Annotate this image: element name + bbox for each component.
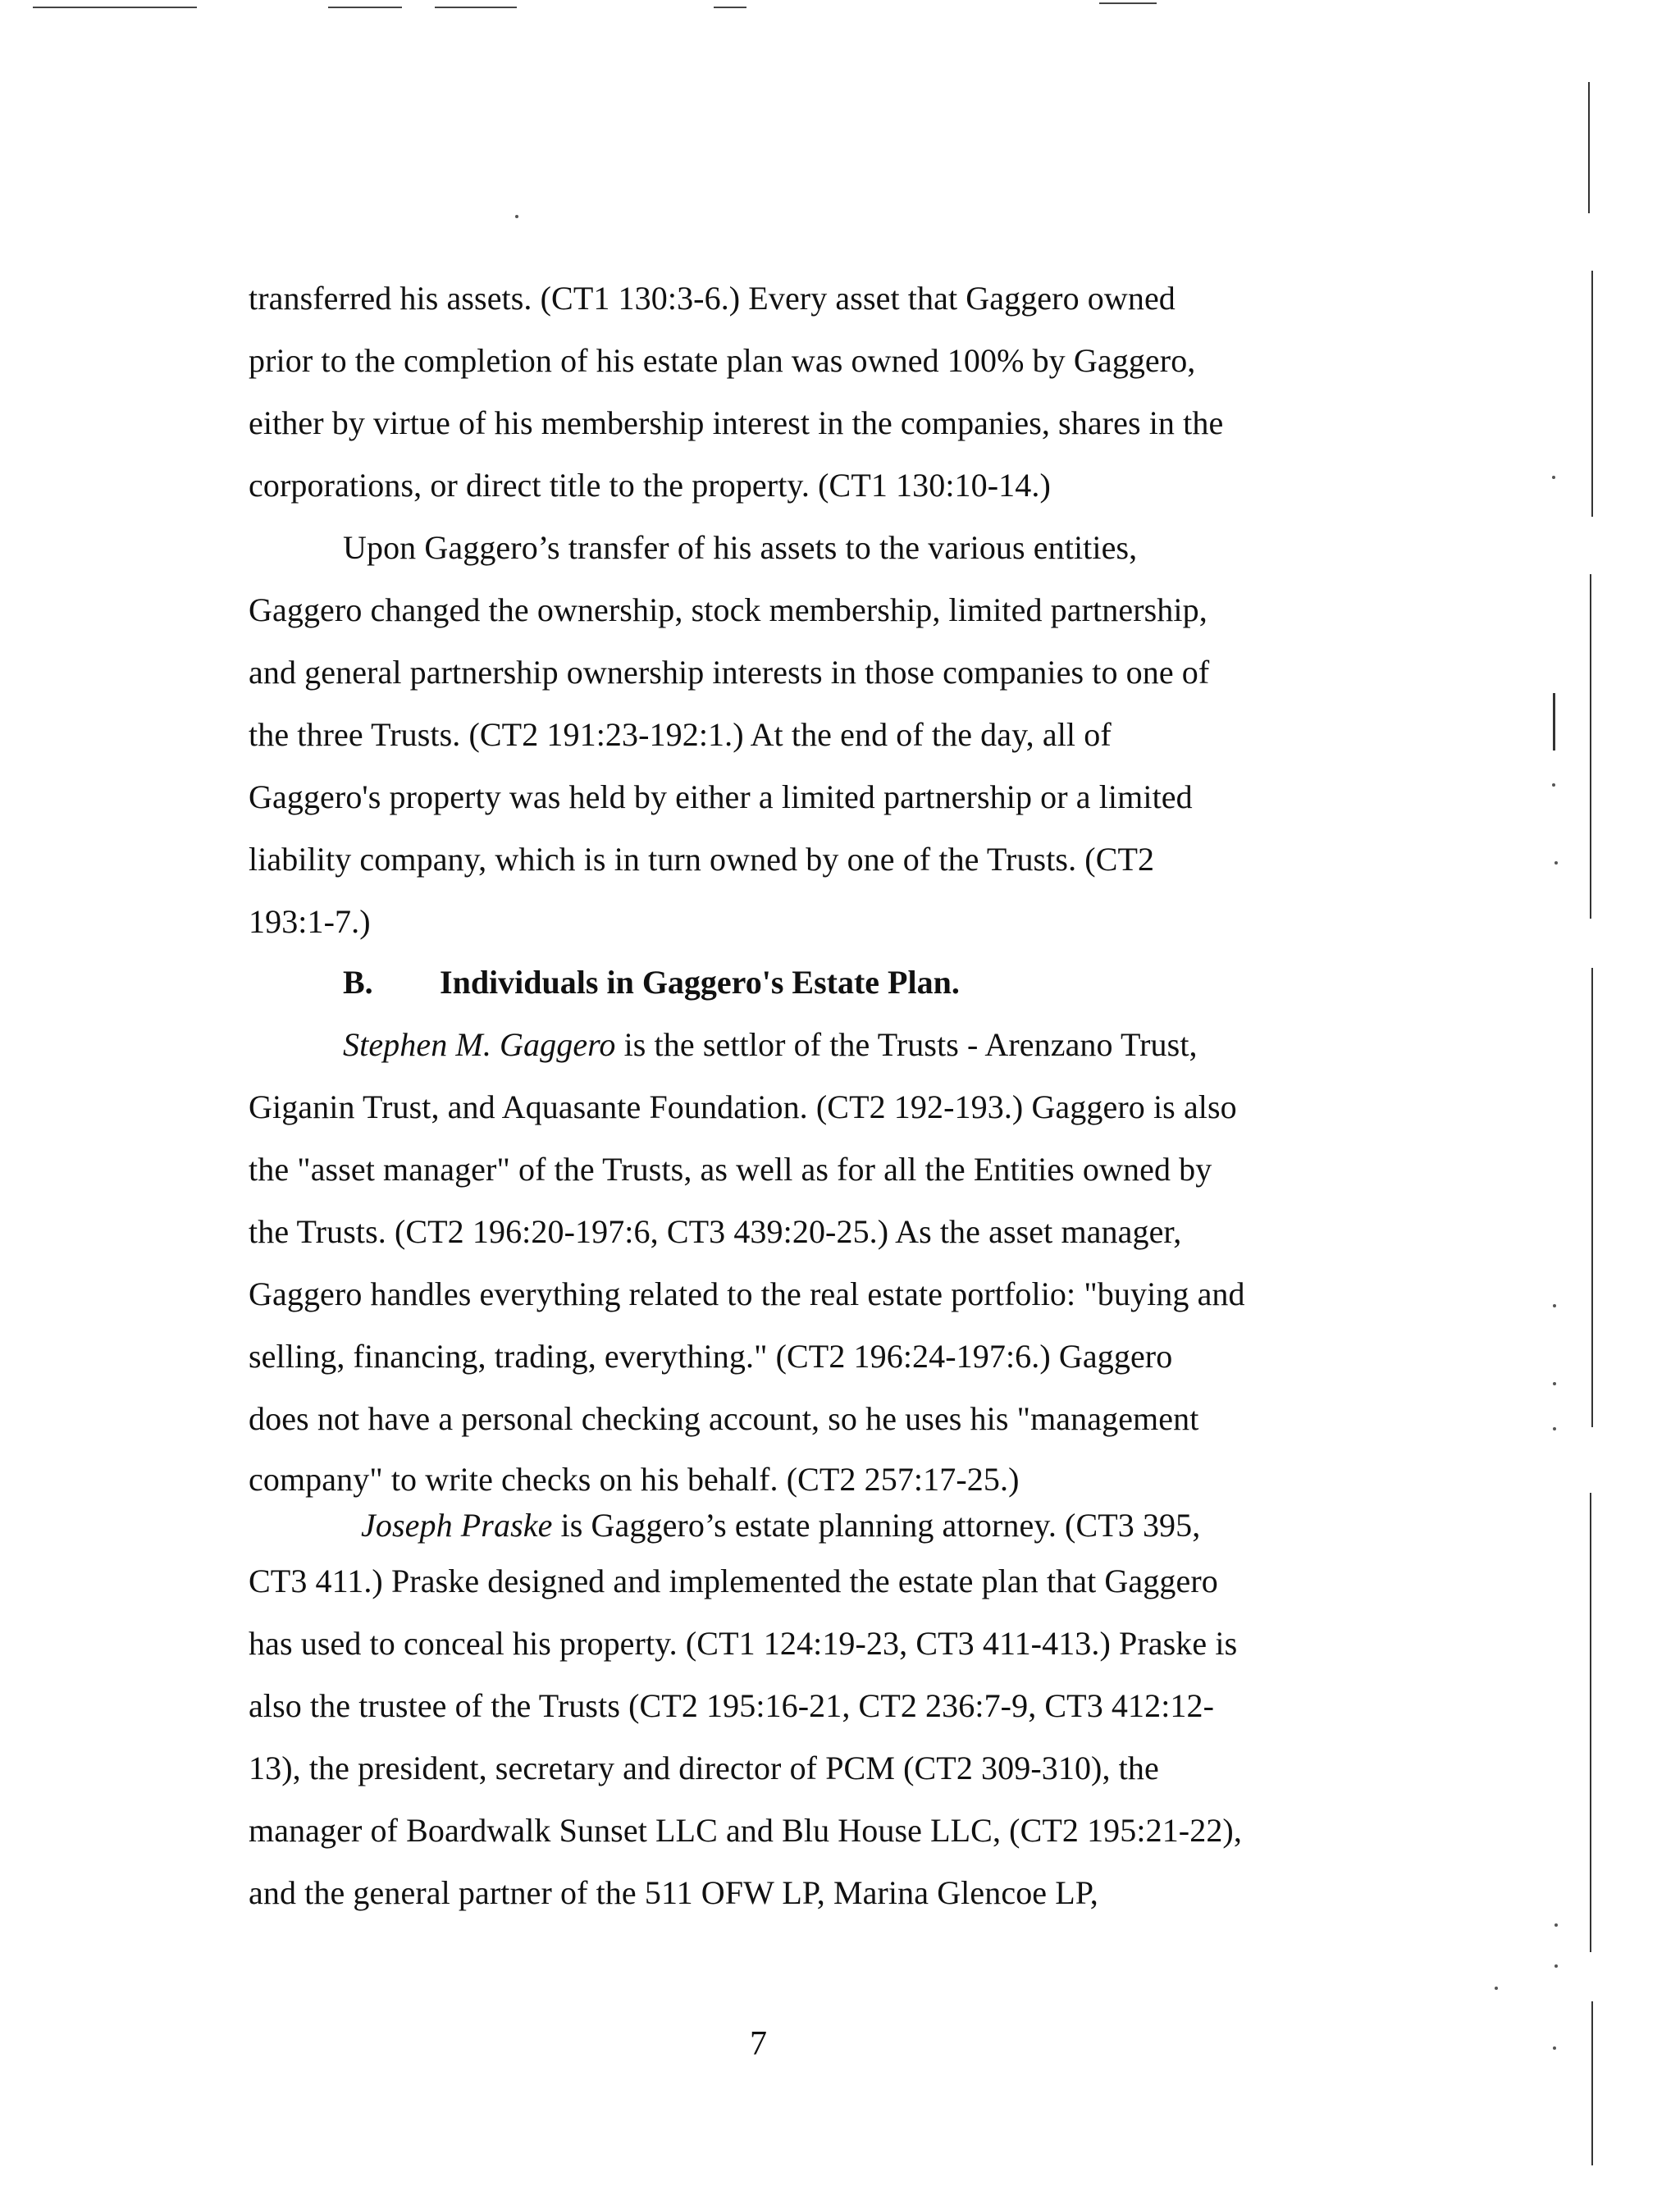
scan-artifact-right (1591, 968, 1593, 1427)
body-text-line: liability company, which is in turn owned by one of the Trusts. (CT2 (249, 841, 1155, 878)
scan-artifact-dot (1495, 1987, 1498, 1990)
body-text-line: also the trustee of the Trusts (CT2 195:16-21, CT2 236:7-9, CT3 412:12- (249, 1687, 1215, 1724)
scan-artifact-dot (1552, 783, 1555, 787)
body-text-line: either by virtue of his membership interest in the companies, shares in the (249, 404, 1224, 441)
scan-artifact-dot (1552, 476, 1555, 479)
scan-artifact-dot (515, 215, 518, 218)
body-text-line (361, 1506, 1200, 1545)
scan-artifact-dot (1553, 1427, 1556, 1430)
body-text-line: the "asset manager" of the Trusts, as well as for all the Entities owned by (249, 1151, 1212, 1188)
section-heading-letter: B. (343, 964, 373, 1001)
body-text-line: the Trusts. (CT2 196:20-197:6, CT3 439:20-25.) As the asset manager, (249, 1213, 1182, 1250)
scan-artifact-top (435, 7, 517, 8)
scan-artifact-right (1591, 2001, 1593, 2165)
section-heading-title: Individuals in Gaggero's Estate Plan. (440, 964, 960, 1001)
scan-artifact-mark (1553, 693, 1555, 751)
scan-artifact-dot (1553, 1304, 1556, 1307)
body-text-line: manager of Boardwalk Sunset LLC and Blu House LLC, (CT2 195:21-22), (249, 1812, 1242, 1849)
body-text-line: Gaggero changed the ownership, stock membership, limited partnership, (249, 591, 1208, 628)
body-text-line: selling, financing, trading, everything." (CT2 196:24-197:6.) Gaggero (249, 1338, 1173, 1375)
body-text-line: Gaggero handles everything related to the real estate portfolio: "buying and (249, 1275, 1245, 1312)
page-number: 7 (750, 2025, 767, 2063)
person-name: Joseph Praske (361, 1507, 553, 1544)
body-text-line: 13), the president, secretary and director of PCM (CT2 309-310), the (249, 1750, 1159, 1786)
scan-artifact-dot (1554, 1923, 1558, 1927)
scan-artifact-dot (1554, 861, 1558, 865)
scan-artifact-dot (1554, 1964, 1558, 1968)
scan-artifact-dot (1553, 2046, 1556, 2050)
scan-artifact-right (1588, 82, 1590, 213)
scan-artifact-top (328, 7, 402, 8)
scan-artifact-right (1590, 574, 1591, 919)
body-text-line: company" to write checks on his behalf. (CT2 257:17-25.) (249, 1461, 1020, 1498)
body-text-line: and the general partner of the 511 OFW LP, Marina Glencoe LP, (249, 1874, 1098, 1911)
body-text-line: corporations, or direct title to the property. (CT1 130:10-14.) (249, 467, 1051, 504)
body-text-line: the three Trusts. (CT2 191:23-192:1.) At the end of the day, all of (249, 716, 1112, 753)
scan-artifact-dot (1553, 1382, 1556, 1385)
scan-artifact-top (33, 7, 197, 8)
scan-artifact-right (1591, 271, 1593, 517)
body-text-line: transferred his assets. (CT1 130:3-6.) Every asset that Gaggero owned (249, 280, 1176, 317)
body-text-line: Giganin Trust, and Aquasante Foundation. (CT2 192-193.) Gaggero is also (249, 1088, 1237, 1125)
person-name: Stephen M. Gaggero (343, 1026, 616, 1063)
body-text-line: does not have a personal checking account, so he uses his "management (249, 1400, 1199, 1437)
body-text-line: and general partnership ownership interests in those companies to one of (249, 654, 1210, 691)
body-text-line: prior to the completion of his estate plan was owned 100% by Gaggero, (249, 342, 1196, 379)
body-text-line (343, 1025, 1198, 1065)
scan-artifact-top (714, 7, 746, 8)
body-text-line: Gaggero's property was held by either a limited partnership or a limited (249, 778, 1193, 815)
scan-artifact-right (1590, 1493, 1591, 1952)
body-text-span: is the settlor of the Trusts - Arenzano Trust, (615, 1026, 1198, 1063)
body-text-line: Upon Gaggero’s transfer of his assets to the various entities, (343, 529, 1138, 566)
body-text-span: is Gaggero’s estate planning attorney. (CT3 395, (552, 1507, 1201, 1544)
body-text-line: has used to conceal his property. (CT1 124:19-23, CT3 411-413.) Praske is (249, 1625, 1238, 1662)
body-text-line: CT3 411.) Praske designed and implemented the estate plan that Gaggero (249, 1563, 1218, 1599)
scan-artifact-top (1099, 2, 1157, 4)
body-text-line: 193:1-7.) (249, 903, 371, 940)
